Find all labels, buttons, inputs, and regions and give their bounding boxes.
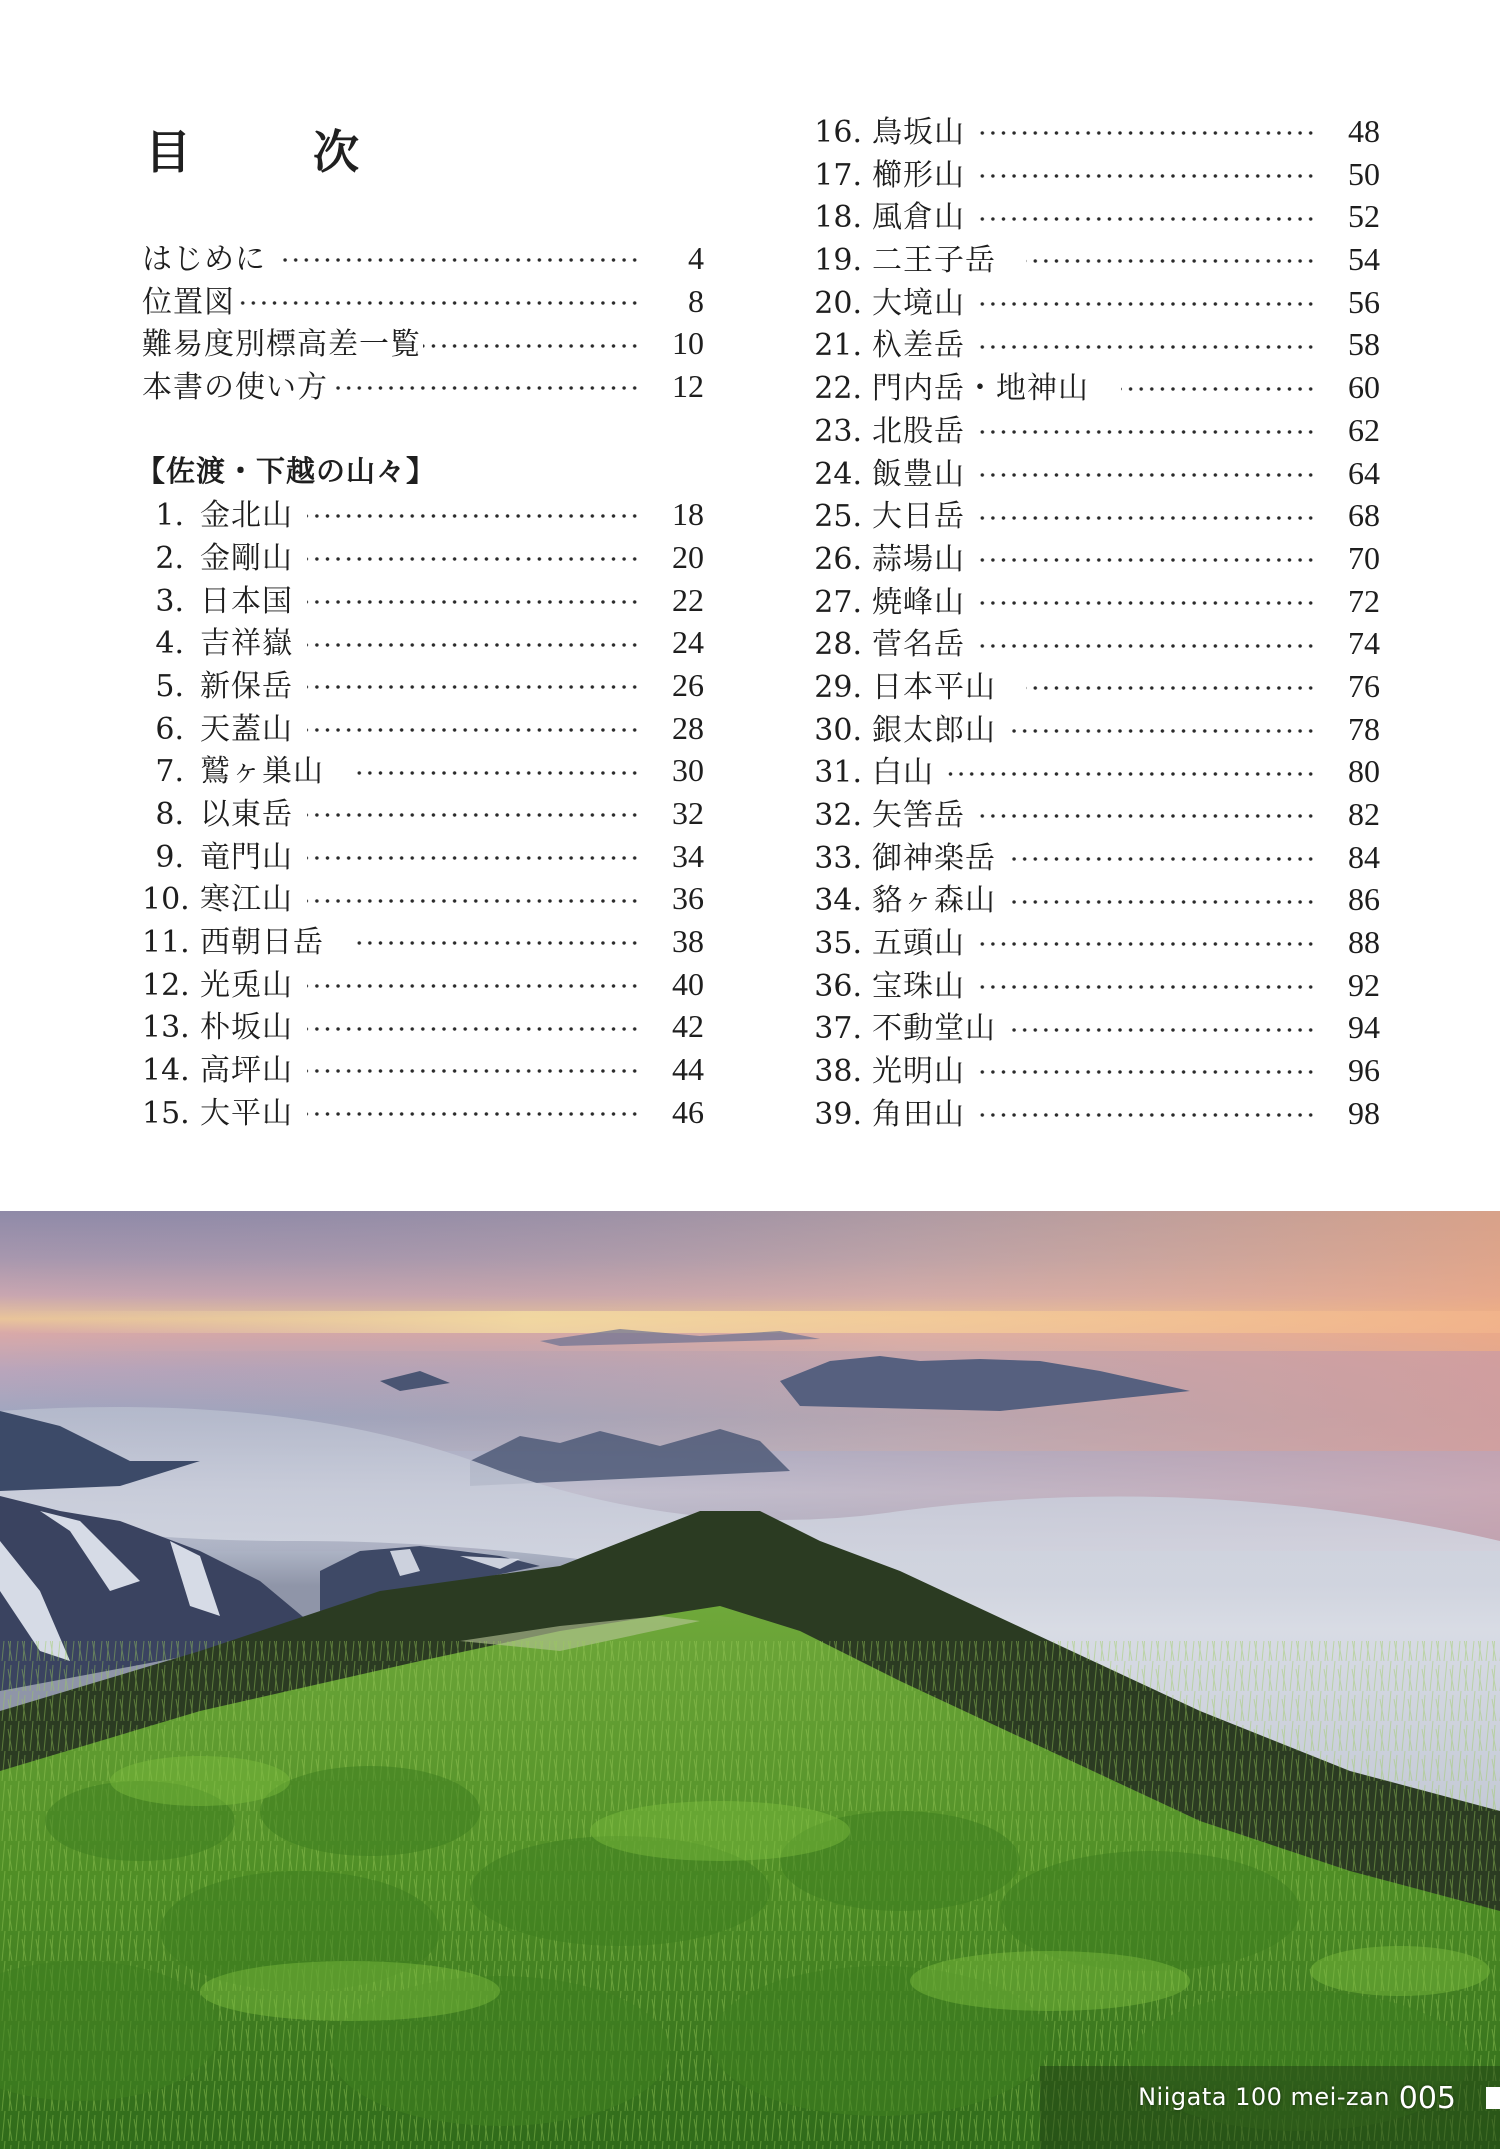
toc-entry[interactable] [812,323,1380,366]
toc-entry-page: 42 [672,1008,704,1045]
toc-entry-label: はじめに [142,242,266,277]
entry-number: 6. [155,711,184,747]
toc-entry-page: 60 [1348,369,1380,406]
toc-entry-label: 二王子岳 [872,243,996,279]
toc-entry-page: 74 [1348,625,1380,662]
toc-entry[interactable] [142,664,704,707]
leader-dots [423,344,640,348]
toc-entry-page: 78 [1348,710,1380,747]
toc-entry-page: 18 [672,496,704,533]
toc-entry-label: 竜門山 [200,839,293,875]
toc-entry-label: 吉祥嶽 [200,626,293,662]
toc-entry-page: 26 [672,666,704,703]
toc-entry-page: 88 [1348,924,1380,961]
entry-number: 4. [155,626,184,662]
toc-entry-label: 位置図 [142,284,235,320]
toc-entry-label: 光兎山 [200,967,293,1003]
toc-entry[interactable] [812,494,1380,537]
leader-dots [979,345,1316,349]
leader-dots [1121,387,1316,391]
leader-dots [979,814,1316,818]
leader-dots [979,174,1316,178]
entry-number: 19. [814,243,862,279]
leader-dots [1026,686,1316,690]
toc-entry-label: 本書の使い方 [142,370,328,406]
leader-dots [354,941,640,945]
entry-number: 17. [814,157,862,193]
section-heading [136,450,704,493]
toc-entry[interactable] [812,964,1380,1007]
toc-entry-label: 鳥坂山 [872,115,965,150]
toc-entry[interactable] [812,195,1380,238]
toc-entry[interactable] [142,1091,704,1134]
toc-entry[interactable] [812,238,1380,281]
entry-number: 31. [814,755,862,791]
toc-entry-page: 40 [672,965,704,1002]
toc-entry[interactable] [812,750,1380,793]
toc-entry-page: 20 [672,538,704,575]
entry-number: 30. [814,712,862,748]
toc-entry[interactable] [812,110,1380,153]
toc-entry-label: 鷲ヶ巣山 [200,754,324,790]
toc-entry-page: 8 [688,282,704,319]
page-number: 005 [1398,2081,1456,2116]
leader-dots [280,258,640,262]
toc-entry-page: 34 [672,837,704,874]
toc-entry-label: 難易度別標高差一覧 [142,327,421,363]
leader-dots [307,600,640,604]
leader-dots [307,1027,640,1031]
leader-dots [307,514,640,518]
entry-number: 16. [814,115,862,150]
leader-dots [356,771,640,775]
entry-number: 27. [814,584,862,620]
toc-entry[interactable] [142,749,704,792]
leader-dots [979,473,1316,477]
entry-number: 5. [155,668,184,704]
toc-entry-page: 98 [1348,1094,1380,1131]
toc-entry-page: 32 [672,794,704,831]
toc-entry-label: 櫛形山 [872,157,965,193]
entry-number: 7. [155,754,184,790]
toc-entry[interactable] [142,877,704,920]
leader-dots [979,601,1316,605]
toc-entry-label: 寒江山 [200,882,293,918]
toc-entry-page: 48 [1348,113,1380,149]
toc-entry-page: 44 [672,1051,704,1088]
toc-entry[interactable] [142,365,704,408]
leader-dots [1026,259,1316,263]
toc-entry[interactable] [142,1048,704,1091]
leader-dots [307,557,640,561]
toc-entry-page: 24 [672,624,704,661]
entry-number: 8. [155,796,184,832]
page-title: 目 次 [145,125,397,179]
entry-number: 35. [814,926,862,962]
toc-entry-label: 天蓋山 [200,711,293,747]
leader-dots [979,302,1316,306]
toc-entry-label: 大境山 [872,285,965,321]
toc-entry[interactable] [812,580,1380,623]
toc-entry[interactable] [142,493,704,536]
leader-dots [307,899,640,903]
leader-dots [948,772,1316,776]
toc-entry-page: 94 [1348,1009,1380,1046]
toc-entry-page: 72 [1348,582,1380,619]
toc-entry[interactable] [812,836,1380,879]
toc-entry-page: 10 [672,325,704,362]
toc-entry[interactable] [812,878,1380,921]
leader-dots [979,217,1316,221]
page-edge-marker [1486,2087,1500,2109]
toc-entry-page: 4 [688,240,704,276]
entry-number: 9. [155,839,184,875]
toc-entry-label: 北股岳 [872,413,965,449]
leader-dots [979,942,1316,946]
entry-number: 20. [814,285,862,321]
spacer [142,408,704,451]
entry-number: 26. [814,541,862,577]
leader-dots [307,685,640,689]
toc-entry-page: 54 [1348,241,1380,278]
toc-entry[interactable] [812,153,1380,196]
leader-dots [237,301,640,305]
leader-dots [307,1069,640,1073]
leader-dots [979,985,1316,989]
toc-entry[interactable] [812,665,1380,708]
leader-dots [307,856,640,860]
toc-entry-label: 杁差岳 [872,328,965,364]
toc-entry-page: 96 [1348,1052,1380,1089]
toc-entry-page: 64 [1348,454,1380,491]
toc-entry[interactable] [812,366,1380,409]
entry-number: 24. [814,456,862,492]
toc-entry-label: 飯豊山 [872,456,965,492]
toc-entry-label: 御神楽岳 [872,840,996,876]
leader-dots [979,131,1316,135]
toc-entry[interactable] [142,322,704,365]
toc-entry[interactable] [142,1005,704,1048]
toc-entry-page: 58 [1348,326,1380,363]
toc-entry-page: 76 [1348,667,1380,704]
toc-entry-label: 貉ヶ森山 [872,883,996,919]
toc-entry-page: 68 [1348,497,1380,534]
toc-entry-label: 白山 [872,755,934,791]
toc-entry-page: 50 [1348,155,1380,192]
toc-entry-label: 五頭山 [872,926,965,962]
leader-dots [330,386,640,390]
entry-number: 29. [814,669,862,705]
toc-entry[interactable] [812,409,1380,452]
entry-number: 33. [814,840,862,876]
leader-dots [307,1112,640,1116]
leader-dots [307,813,640,817]
toc-entry-label: 以東岳 [200,796,293,832]
entry-number: 15. [142,1095,190,1131]
toc-entry-label: 金剛山 [200,540,293,576]
toc-entry-page: 52 [1348,198,1380,235]
leader-dots [1010,857,1316,861]
toc-entry[interactable] [142,621,704,664]
entry-number: 14. [142,1053,190,1089]
toc-entry-label: 金北山 [200,498,293,534]
entry-number: 37. [814,1011,862,1047]
book-title-caption: Niigata 100 mei-zan [1138,2083,1390,2111]
leader-dots [307,728,640,732]
toc-entry[interactable] [812,1092,1380,1135]
toc-entry-label: 新保岳 [200,668,293,704]
toc-entry-label: 焼峰山 [872,584,965,620]
toc-entry[interactable] [142,920,704,963]
toc-entry[interactable] [142,579,704,622]
toc-entry[interactable] [142,707,704,750]
toc-entry-label: 風倉山 [872,200,965,236]
toc-entry-page: 80 [1348,753,1380,790]
entry-number: 1. [155,498,184,534]
entry-number: 11. [142,925,190,960]
entry-number: 18. [814,200,862,236]
toc-entry-label: 朴坂山 [200,1010,293,1046]
toc-entry-label: 蒜場山 [872,541,965,577]
landscape-photo [0,1211,1500,2149]
toc-entry-label: 大平山 [200,1095,293,1131]
toc-entry-label: 銀太郎山 [872,712,996,748]
toc-entry[interactable] [142,792,704,835]
entry-number: 10. [142,882,190,918]
toc-entry[interactable] [812,452,1380,495]
leader-dots [979,1113,1316,1117]
toc-entry-page: 12 [672,368,704,405]
toc-entry-page: 28 [672,709,704,746]
leader-dots [307,984,640,988]
entry-number: 32. [814,798,862,833]
toc-entry-page: 82 [1348,796,1380,832]
leader-dots [1010,1028,1316,1032]
toc-entry-page: 86 [1348,881,1380,918]
toc-entry-page: 46 [672,1093,704,1130]
leader-dots [1010,900,1316,904]
toc-entry-page: 62 [1348,411,1380,448]
toc-entry[interactable] [812,622,1380,665]
entry-number: 34. [814,883,862,919]
toc-entry[interactable] [142,835,704,878]
entry-number: 28. [814,627,862,663]
entry-number: 38. [814,1054,862,1090]
toc-entry[interactable] [812,793,1380,836]
toc-entry-label: 菅名岳 [872,627,965,663]
entry-number: 12. [142,967,190,1003]
leader-dots [979,1070,1316,1074]
toc-column-right [812,110,1380,1135]
leader-dots [307,643,640,647]
toc-column-left [136,237,704,1133]
entry-number: 39. [814,1096,862,1132]
toc-entry-label: 不動堂山 [872,1011,996,1047]
entry-number: 3. [155,583,184,619]
toc-entry-page: 30 [672,752,704,789]
toc-entry-page: 92 [1348,966,1380,1003]
toc-entry[interactable] [142,237,704,280]
entry-number: 23. [814,413,862,449]
toc-entry[interactable] [812,921,1380,964]
toc-entry-page: 22 [672,581,704,618]
toc-entry-label: 高坪山 [200,1053,293,1089]
toc-entry-page: 70 [1348,539,1380,576]
entry-number: 21. [814,328,862,364]
toc-entry[interactable] [812,1006,1380,1049]
entry-number: 25. [814,499,862,535]
toc-entry-label: 光明山 [872,1054,965,1090]
toc-entry-page: 56 [1348,283,1380,320]
toc-entry-label: 大日岳 [872,499,965,535]
toc-entry[interactable] [812,1049,1380,1092]
toc-entry[interactable] [812,281,1380,324]
toc-entry-label: 矢筈岳 [872,798,965,833]
entry-number: 13. [142,1010,190,1046]
toc-entry[interactable] [142,280,704,323]
leader-dots [1010,729,1316,733]
entry-number: 36. [814,968,862,1004]
leader-dots [979,516,1316,520]
toc-entry-page: 36 [672,880,704,917]
entry-number: 2. [155,540,184,576]
entry-number: 22. [814,371,862,407]
toc-entry-label: 宝珠山 [872,968,965,1004]
toc-entry[interactable] [142,963,704,1006]
leader-dots [979,644,1316,648]
toc-entry-label: 西朝日岳 [200,925,324,960]
toc-entry-page: 84 [1348,838,1380,875]
toc-entry-page: 38 [672,923,704,959]
toc-entry[interactable] [812,708,1380,751]
leader-dots [979,430,1316,434]
toc-entry[interactable] [812,537,1380,580]
toc-entry-label: 角田山 [872,1096,965,1132]
leader-dots [979,558,1316,562]
toc-entry-label: 日本平山 [872,669,996,705]
section-heading-label: 【佐渡・下越の山々】 [136,454,437,489]
mountain-cloud-sea-illustration [0,1211,1500,2149]
toc-entry[interactable] [142,536,704,579]
toc-entry-label: 門内岳・地神山 [872,371,1089,407]
toc-entry-label: 日本国 [200,583,293,619]
